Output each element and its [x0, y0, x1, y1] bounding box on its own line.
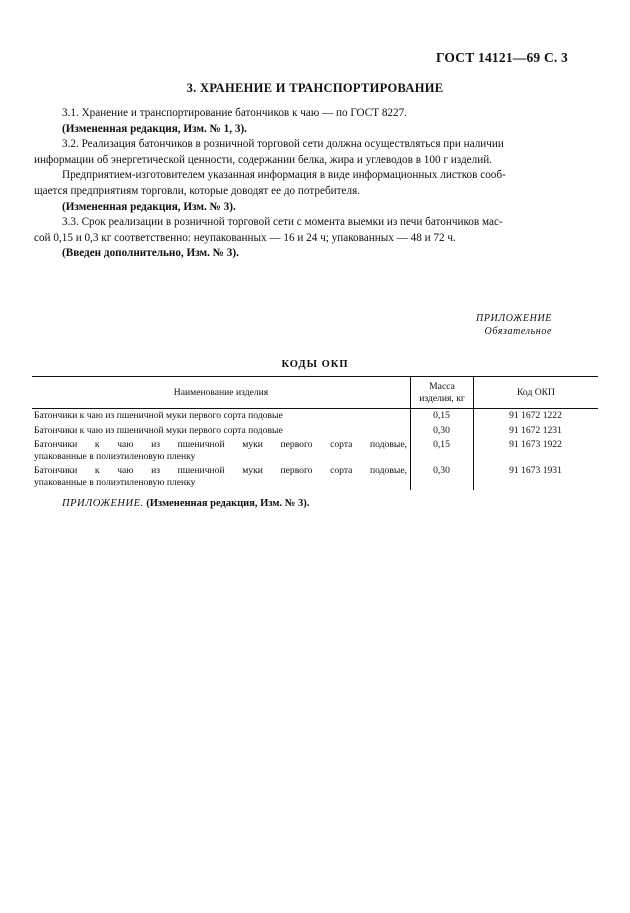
table-row — [32, 438, 598, 464]
okp-code: 91 1672 1222 — [474, 409, 599, 424]
column-header-mass: Масса изделия, кг — [411, 377, 474, 409]
product-name: Батончики к чаю из пшеничной муки первого сорта подовые — [34, 410, 283, 421]
document-reference: ГОСТ 14121—69 С. 3 — [435, 50, 568, 65]
okp-code: 91 1673 1931 — [474, 464, 599, 490]
product-mass: 0,30 — [411, 464, 474, 490]
paragraph-3-2-line-4: щается предприятиям торговли, которые доводят ее до потребителя. — [34, 184, 361, 197]
product-name-line-1: Батончики к чаю из пшеничной муки первого сорта подовые, — [34, 439, 407, 450]
product-name-line-1: Батончики к чаю из пшеничной муки первого сорта подовые, — [34, 465, 407, 476]
table-header-row — [32, 377, 598, 409]
product-name — [32, 464, 411, 490]
table-row — [32, 464, 598, 490]
paragraph-3-3-line-1: 3.3. Срок реализации в розничной торговой сети с момента выемки из печи батончиков мас- — [62, 216, 503, 229]
product-name: Батончики к чаю из пшеничной муки первого сорта подовые — [34, 424, 283, 436]
paragraph-3-2-line-2: информации об энергетической ценности, содержании белка, жира и углеводов в 100 г изделий. — [34, 153, 492, 166]
paragraph-3-2-amendment: (Измененная редакция, Изм. № 3). — [62, 200, 236, 213]
column-header-name: Наименование изделия — [32, 377, 411, 409]
column-header-code: Код ОКП — [474, 377, 599, 409]
product-mass: 0,15 — [411, 438, 474, 464]
table-row — [32, 409, 598, 424]
product-mass: 0,30 — [411, 424, 474, 439]
product-name-line-2: упакованные в полиэтиленовую пленку — [34, 476, 196, 488]
okp-codes-table — [32, 376, 598, 490]
appendix-heading — [476, 312, 552, 338]
section-body — [34, 106, 566, 262]
paragraph-3-2-line-1: 3.2. Реализация батончиков в розничной торговой сети должна осуществляться при наличии — [62, 138, 504, 151]
okp-code: 91 1672 1231 — [474, 424, 599, 439]
paragraph-3-1-amendment: (Измененная редакция, Изм. № 1, 3). — [62, 122, 247, 135]
table-row — [32, 424, 598, 439]
footer-amendment: (Измененная редакция, Изм. № 3). — [146, 498, 310, 509]
paragraph-3-1: 3.1. Хранение и транспортирование батончиков к чаю — по ГОСТ 8227. — [62, 107, 408, 119]
okp-code: 91 1673 1922 — [474, 438, 599, 464]
appendix-amendment-note — [62, 498, 309, 509]
appendix-label: ПРИЛОЖЕНИЕ — [476, 313, 552, 324]
footer-appendix-label: ПРИЛОЖЕНИЕ. — [62, 498, 144, 509]
paragraph-3-3-amendment: (Введен дополнительно, Изм. № 3). — [62, 247, 239, 260]
product-name-line-2: упакованные в полиэтиленовую пленку — [34, 450, 196, 462]
product-mass: 0,15 — [411, 409, 474, 424]
paragraph-3-2-line-3: Предприятием-изготовителем указанная информация в виде информационных листков сооб- — [62, 169, 506, 182]
paragraph-3-3-line-2: сой 0,15 и 0,3 кг соответственно: неупакованных — 16 и 24 ч; упакованных — 48 и 72 ч. — [34, 231, 456, 244]
product-name — [32, 438, 411, 464]
appendix-status: Обязательное — [484, 326, 552, 337]
section-title: 3. ХРАНЕНИЕ И ТРАНСПОРТИРОВАНИЕ — [186, 81, 444, 95]
table-title: КОДЫ ОКП — [281, 359, 349, 370]
